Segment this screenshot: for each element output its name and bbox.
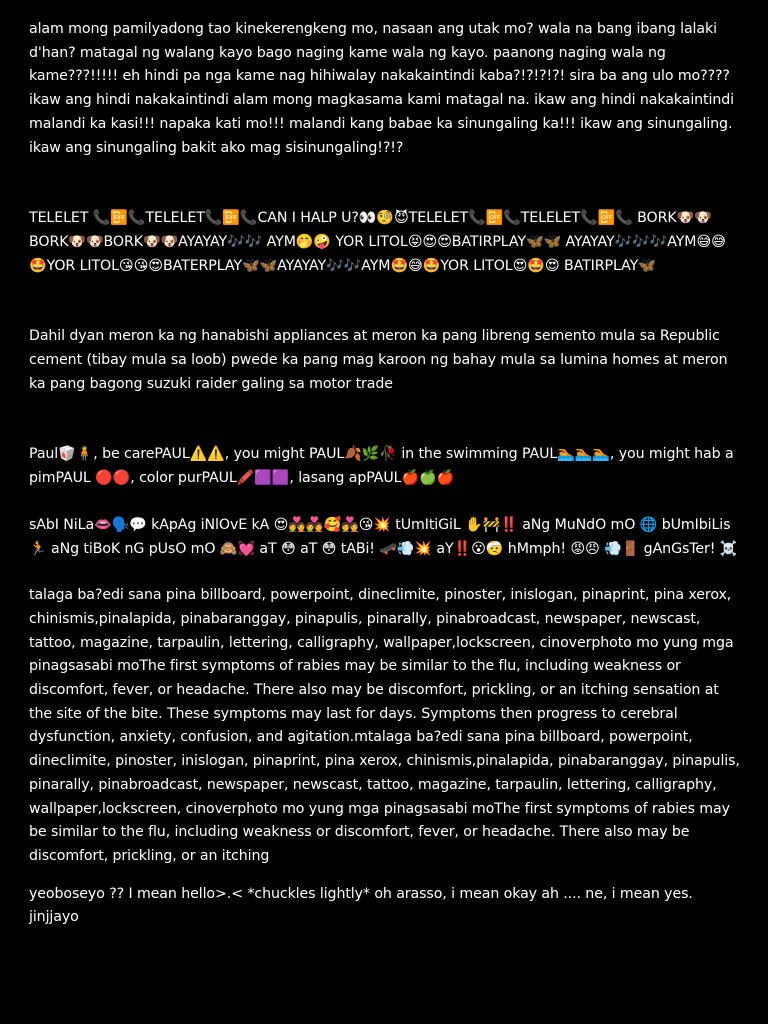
paragraph-billboard-rabies: talaga ba?edi sana pina billboard, powerpoint, dineclimite, pinoster, inislogan, pinaprint, pina xerox, chinismis,pinalapida, pinabaranggay, pinapulis, pinarally, pinabroadcast, newspaper, newscast, tattoo, magazine, tarpaulin, lettering, calligraphy, wallpaper,lockscreen, cinoverphoto mo yung mga pinagsasabi moThe first symptoms of rabies may be similar to the flu, including weakness or discomfort, fever, or headache. There also may be discomfort, prickling, or an itching sensation at the site of the bite. These symptoms may last for days. Symptoms then progress to cerebral dysfunction, anxiety, confusion, and agitation.mtalaga ba?edi sana pina billboard, powerpoint, dineclimite, pinoster, inislogan, pinaprint, pina xerox, chinismis,pinalapida, pinabaranggay, pinapulis, pinarally, pinabroadcast, newspaper, newscast, tattoo, magazine, tarpaulin, lettering, calligraphy, wallpaper,lockscreen, cinoverphoto mo yung mga pinagsasabi moThe first symptoms of rabies may be similar to the flu, including weakness or discomfort, fever, or headache. There also may be discomfort, prickling, or an itching — [29, 587, 740, 864]
paragraph-telelet: TELELET 📞📴📞TELELET📞📴📞CAN I HALP U?👀🧐😈TELELET📞📴📞TELELET📞📴📞 BORK🐶🐶BORK🐶🐶BORK🐶🐶AYAYAY🎶🎶 AYM🤭🤪 YOR LITOL😝😍😍BATIRPLAY🦋🦋 AYAYAY🎶🎶🎶AYM😅😅🤩YOR LITOL😘😘😍BATERPLAY🦋🦋AYAYAY🎶🎶AYM🤩😅🤩YOR LITOL😍🤩😍 BATIRPLAY🦋 — [29, 210, 726, 274]
spacer — [29, 561, 741, 584]
spacer — [29, 491, 741, 514]
paragraph-hanabishi: Dahil dyan meron ka ng hanabishi appliances at meron ka pang libreng semento mula sa Republic cement (tibay mula sa loob) pwede ka pang mag karoon ng bahay mula sa lumina homes at meron ka pang bagong suzuki raider galing sa motor trade — [29, 328, 728, 392]
paragraph-yeoboseyo: yeoboseyo ?? I mean hello>.< *chuckles lightly* oh arasso, i mean okay ah .... ne, i mean yes. jinjjayo — [29, 885, 693, 926]
spacer — [29, 869, 741, 883]
spacer — [29, 396, 741, 443]
paragraph-rant: alam mong pamilyadong tao kinekerengkeng mo, nasaan ang utak mo? wala na bang ibang lalaki d'han? matagal ng walang kayo bago naging kame wala ng kayo. paanong naging wala ng kame???!!!!! eh hindi pa nga kame nag hihiwalay nakakaintindi kaba?!?!?!?! sira ba ang ulo mo???? ikaw ang hindi nakakaintindi alam mong magkasama kami matagal na. ikaw ang hindi nakakaintindi malandi ka kasi!!! napaka kati mo!!! malandi kang babae ka sinungaling ka!!! ikaw ang sinungaling. ikaw ang sinungaling bakit ako mag sisinungaling!?!? — [29, 21, 734, 156]
paragraph-paul: Paul🥡🧍, be carePAUL⚠️⚠️, you might PAUL🍂🌿🥀 in the swimming PAUL🏊🏊🏊, you might hab a pimPAUL 🔴🔴, color purPAUL🖍️🟪🟪, lasang apPAUL🍎🍏🍎 — [29, 446, 734, 487]
note-body[interactable] — [29, 18, 741, 930]
spacer — [29, 278, 741, 325]
paragraph-gangster: sAbI NiLa👄🗣️💬 kApAg iNlOvE kA 😍💑💑🥰💑😘💥 tUmItiGiL ✋🚧‼️ aNg MuNdO mO 🌐 bUmIbiLis 🏃 aNg tiBoK nG pUsO mO 🙈💓 aT 😳 aT 😳 tABi! 🛹💨💥 aY‼️😮🤕 hMmph! 😡😠 💨🚪 gAnGsTer! ☠️ — [29, 516, 738, 557]
spacer — [29, 160, 741, 207]
